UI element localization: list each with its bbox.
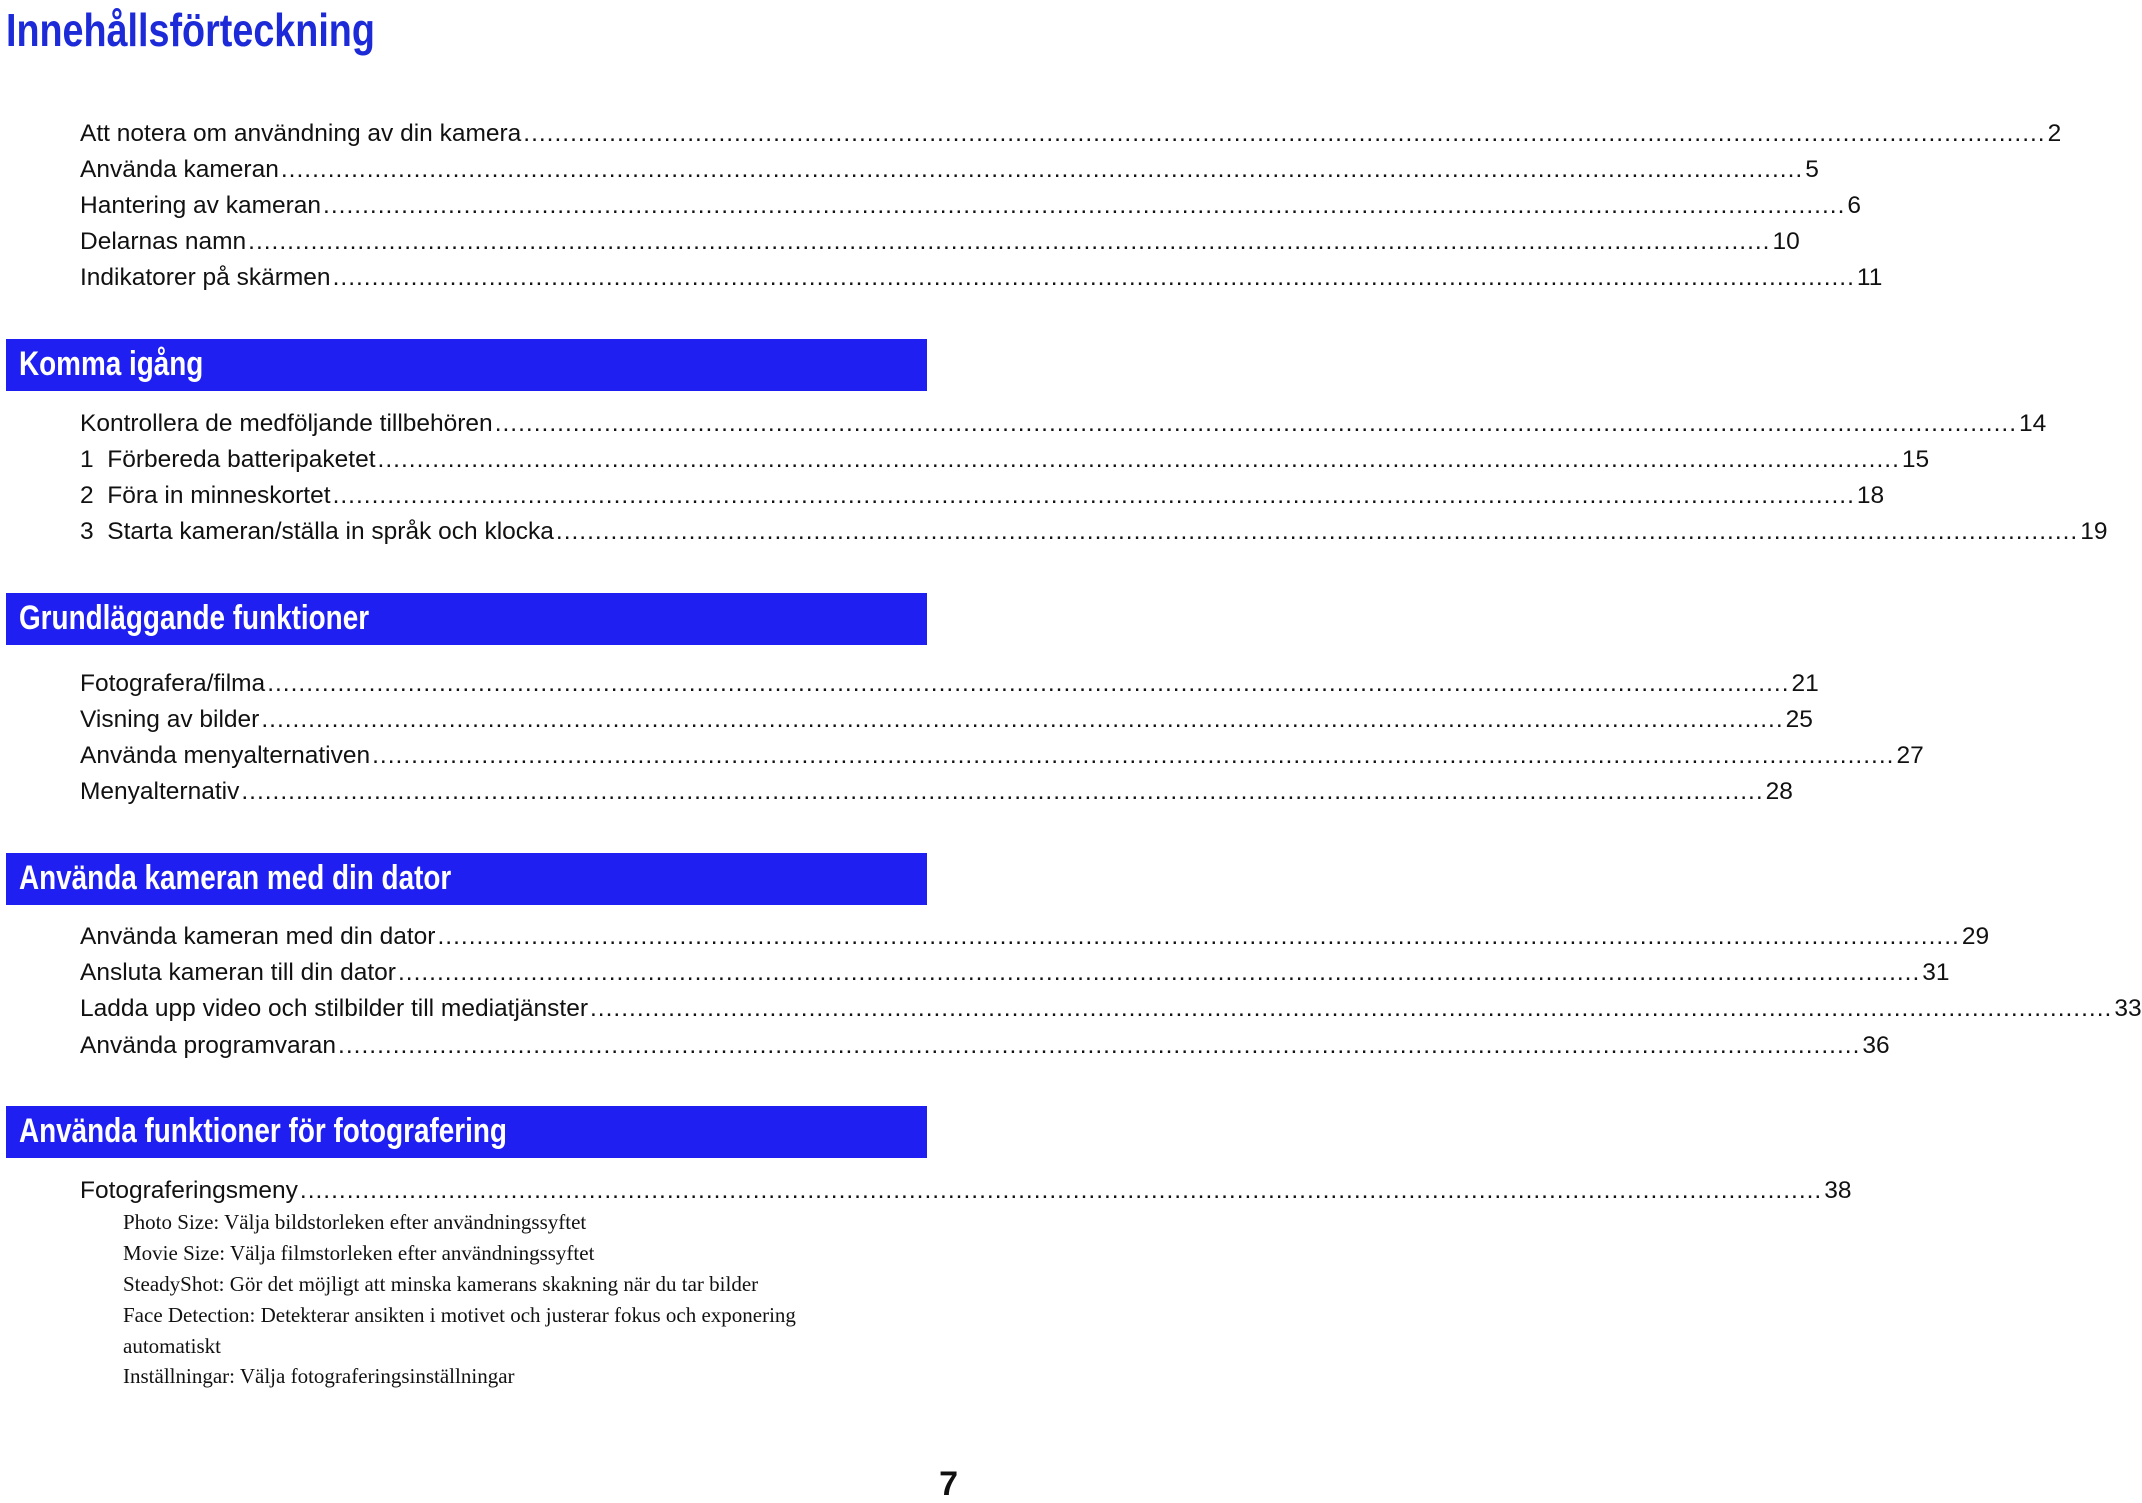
section-header-computer[interactable] <box>6 853 927 905</box>
toc-entry-title: Använda kameran med din dator <box>80 923 436 950</box>
toc-entry-title: Indikatorer på skärmen <box>80 264 331 291</box>
section-header-label: Använda funktioner för fotografering <box>19 1112 507 1150</box>
toc-entry-title: 3 Starta kameran/ställa in språk och klocka <box>80 518 554 545</box>
section-header-basic-functions[interactable] <box>6 593 927 645</box>
toc-entry-page: 19 <box>2080 518 2108 545</box>
toc-entry-title: Visning av bilder <box>80 706 260 733</box>
toc-leader-dots: ................................................................................................................................................................................................... <box>261 706 1784 733</box>
toc-sub-entry[interactable]: Inställningar: Välja fotograferingsinställningar <box>123 1364 515 1388</box>
toc-entry-title: 2 Föra in minneskortet <box>80 482 331 509</box>
toc-leader-dots: ................................................................................................................................................................................................... <box>332 264 1855 291</box>
toc-leader-dots: ................................................................................................................................................................................................... <box>338 1032 1861 1059</box>
toc-entry-title: Kontrollera de medföljande tillbehören <box>80 410 493 437</box>
toc-entry[interactable] <box>80 702 1813 738</box>
toc-entry[interactable] <box>80 774 1793 810</box>
toc-entry-page: 27 <box>1896 742 1924 769</box>
toc-leader-dots: ................................................................................................................................................................................................... <box>523 120 2046 147</box>
toc-entry-title: Använda kameran <box>80 156 279 183</box>
toc-entry-page: 14 <box>2019 410 2047 437</box>
toc-sub-entry[interactable]: Photo Size: Välja bildstorleken efter användningssyftet <box>123 1210 587 1234</box>
toc-entry-title: Fotograferingsmeny <box>80 1177 298 1204</box>
toc-entry[interactable] <box>80 1173 1852 1209</box>
toc-sub-entry[interactable]: SteadyShot: Gör det möjligt att minska kamerans skakning när du tar bilder <box>123 1272 759 1296</box>
toc-entry[interactable] <box>80 260 1883 296</box>
toc-entry-page: 10 <box>1772 228 1800 255</box>
toc-entry-title: Delarnas namn <box>80 228 247 255</box>
toc-leader-dots: ................................................................................................................................................................................................... <box>241 778 1764 805</box>
toc-leader-dots: ................................................................................................................................................................................................... <box>555 518 2079 545</box>
toc-entry[interactable] <box>80 1028 1890 1064</box>
toc-entry-title: Menyalternativ <box>80 778 240 805</box>
toc-entry-title: Använda programvaran <box>80 1032 337 1059</box>
toc-entry-page: 36 <box>1862 1032 1890 1059</box>
section-header-getting-started[interactable] <box>6 339 927 391</box>
toc-entry-page: 21 <box>1791 670 1819 697</box>
toc-entry[interactable] <box>80 188 1862 224</box>
toc-leader-dots: ................................................................................................................................................................................................... <box>372 742 1895 769</box>
toc-entry[interactable] <box>80 919 1990 955</box>
toc-leader-dots: ................................................................................................................................................................................................... <box>377 446 1900 473</box>
toc-entry-page: 18 <box>1856 482 1885 509</box>
page-number: 7 <box>939 1465 958 1503</box>
toc-sub-entry[interactable]: Face Detection: Detekterar ansikten i motivet och justerar fokus och exponering automatiskt <box>123 1303 796 1358</box>
toc-entry[interactable] <box>80 224 1800 260</box>
toc-leader-dots: ................................................................................................................................................................................................... <box>332 482 1855 509</box>
toc-leader-dots: ................................................................................................................................................................................................... <box>494 410 2018 437</box>
toc-entry-page: 33 <box>2114 995 2142 1022</box>
section-header-shooting-functions[interactable] <box>6 1106 927 1158</box>
toc-entry-page: 28 <box>1765 778 1793 805</box>
toc-entry-title: Att notera om användning av din kamera <box>80 120 522 147</box>
toc-entry[interactable] <box>80 406 2047 442</box>
toc-entry-page: 5 <box>1805 156 1819 183</box>
page-title: Innehållsförteckning <box>6 4 375 56</box>
toc-entry-title: Använda menyalternativen <box>80 742 371 769</box>
toc-entry[interactable] <box>80 442 1930 478</box>
section-header-label: Komma igång <box>19 345 204 383</box>
toc-entry-page: 31 <box>1922 959 1950 986</box>
toc-entry[interactable] <box>80 116 2062 152</box>
toc-leader-dots: ................................................................................................................................................................................................... <box>437 923 1960 950</box>
toc-entry-page: 15 <box>1901 446 1930 473</box>
toc-leader-dots: ................................................................................................................................................................................................... <box>248 228 1771 255</box>
toc-entry-page: 2 <box>2047 120 2062 147</box>
toc-entry-page: 6 <box>1847 192 1862 219</box>
toc-leader-dots: ................................................................................................................................................................................................... <box>267 670 1790 697</box>
toc-leader-dots: ................................................................................................................................................................................................... <box>323 192 1846 219</box>
toc-entry-title: 1 Förbereda batteripaketet <box>80 446 376 473</box>
section-header-label: Grundläggande funktioner <box>19 599 370 637</box>
toc-sub-entry[interactable]: Movie Size: Välja filmstorleken efter användningssyftet <box>123 1241 595 1265</box>
toc-leader-dots: ................................................................................................................................................................................................... <box>590 995 2113 1022</box>
toc-entry-page: 29 <box>1961 923 1990 950</box>
toc-entry-page: 25 <box>1785 706 1813 733</box>
toc-leader-dots: ................................................................................................................................................................................................... <box>280 156 1804 183</box>
toc-entry[interactable] <box>80 152 1819 188</box>
toc-entry-title: Ansluta kameran till din dator <box>80 959 396 986</box>
toc-entry[interactable] <box>80 955 1950 991</box>
toc-entry-title: Ladda upp video och stilbilder till mediatjänster <box>80 995 588 1022</box>
toc-entry[interactable] <box>80 738 1924 774</box>
toc-entry-title: Hantering av kameran <box>80 192 322 219</box>
toc-entry[interactable] <box>80 478 1885 514</box>
toc-entry-page: 11 <box>1856 264 1883 291</box>
toc-entry[interactable] <box>80 514 2108 550</box>
toc-entry-page: 38 <box>1824 1177 1852 1204</box>
toc-leader-dots: ................................................................................................................................................................................................... <box>299 1177 1823 1204</box>
section-header-label: Använda kameran med din dator <box>19 859 452 897</box>
toc-entry[interactable] <box>80 666 1819 702</box>
toc-entry-title: Fotografera/filma <box>80 670 266 697</box>
toc-entry[interactable] <box>80 991 2142 1027</box>
toc-leader-dots: ................................................................................................................................................................................................... <box>397 959 1921 986</box>
